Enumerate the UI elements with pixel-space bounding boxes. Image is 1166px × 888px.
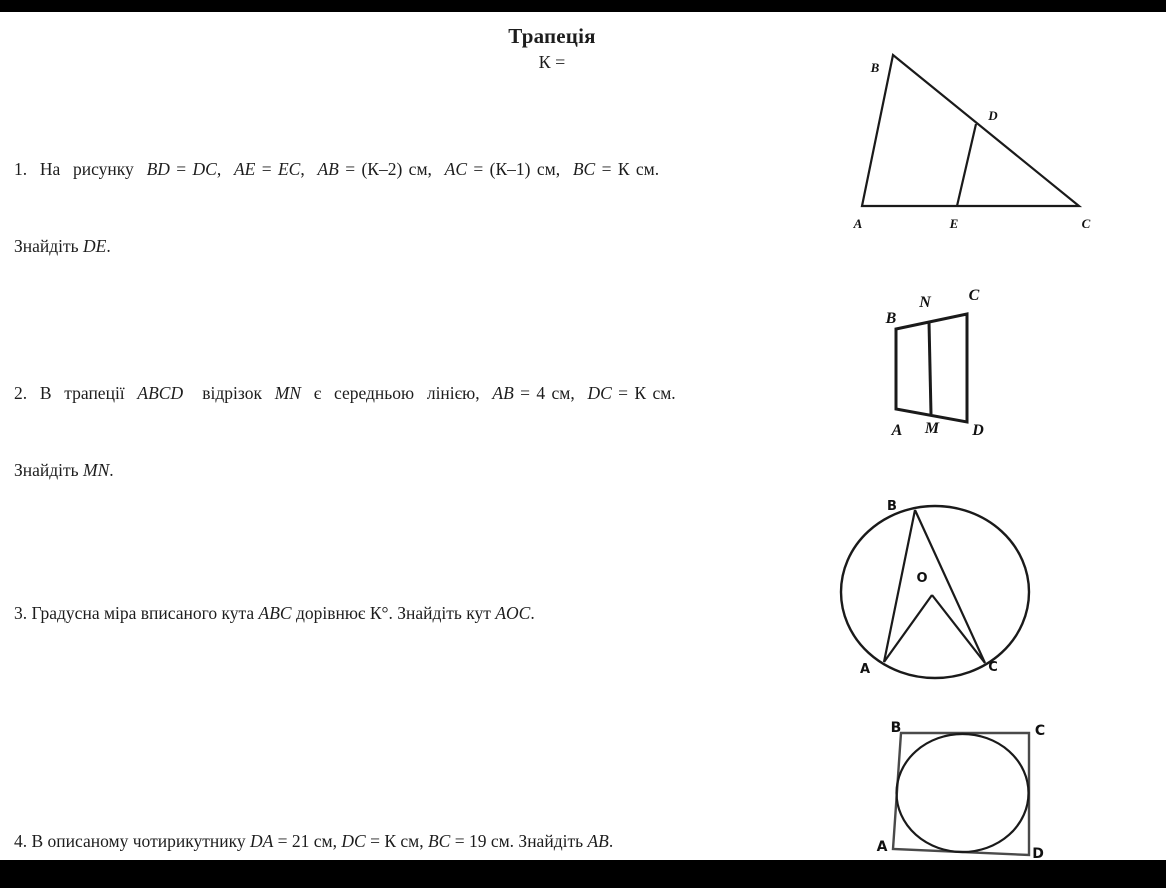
point-label-C: C (988, 660, 998, 675)
problem-2-line-1: 2. В трапеції ABCD відрізок MN є середньою лінією, AB = 4 см, DC = К см. (14, 383, 676, 403)
point-label-A: A (859, 662, 871, 677)
problem-1-line-2: Знайдіть DE. (14, 235, 111, 256)
vertex-label-D: D (1032, 846, 1044, 862)
vertex-label-C: C (1081, 216, 1091, 231)
k-value-line: К = (538, 52, 566, 72)
vertex-label-B: B (870, 60, 880, 75)
figure-circumscribed-quadrilateral (860, 710, 1055, 870)
vertex-label-D: D (988, 108, 998, 123)
figure-circle-angles (835, 480, 1035, 690)
vertex-label-A: A (891, 422, 903, 439)
problem-2-line-2: Знайдіть MN. (14, 459, 114, 480)
vertex-label-E: E (949, 216, 959, 231)
top-black-bar (0, 0, 1166, 12)
vertex-label-D: D (972, 422, 984, 439)
problem-3-line-1: 3. Градусна міра вписаного кута ABC дорівнює К°. Знайдіть кут AOC. (14, 603, 535, 623)
segment-DE (957, 124, 976, 206)
point-label-B: B (887, 499, 897, 514)
figure-trapezoid-midline (870, 285, 1000, 445)
problem-3 (14, 550, 804, 678)
problem-4 (14, 778, 844, 888)
figure-triangle-midsegment (840, 45, 1100, 235)
inscribed-circle (897, 734, 1029, 852)
problem-2 (14, 330, 898, 534)
vertex-label-B: B (890, 720, 902, 736)
vertex-label-A: A (853, 216, 863, 231)
center-label-O: O (916, 571, 928, 586)
page-title: Трапеція (508, 24, 596, 48)
vertex-label-B: B (885, 310, 897, 327)
vertex-label-C: C (1034, 723, 1046, 739)
midline-MN (929, 322, 931, 414)
circle-outline (841, 506, 1029, 678)
vertex-label-C: C (968, 287, 980, 304)
problem-1-line-1: 1. На рисунку BD = DC, AE = EC, AB = (К–2) см, AC = (К–1) см, BC = К см. (14, 159, 660, 179)
triangle-outline (862, 55, 1079, 206)
vertex-label-M: M (924, 420, 940, 437)
vertex-label-N: N (919, 294, 931, 311)
chord-BC (915, 510, 985, 663)
problem-4-line-1: 4. В описаному чотирикутнику DA = 21 см, DC = К см, BC = 19 см. Знайдіть AB. (14, 831, 614, 851)
vertex-label-A: A (876, 839, 888, 855)
problem-1 (14, 106, 862, 310)
